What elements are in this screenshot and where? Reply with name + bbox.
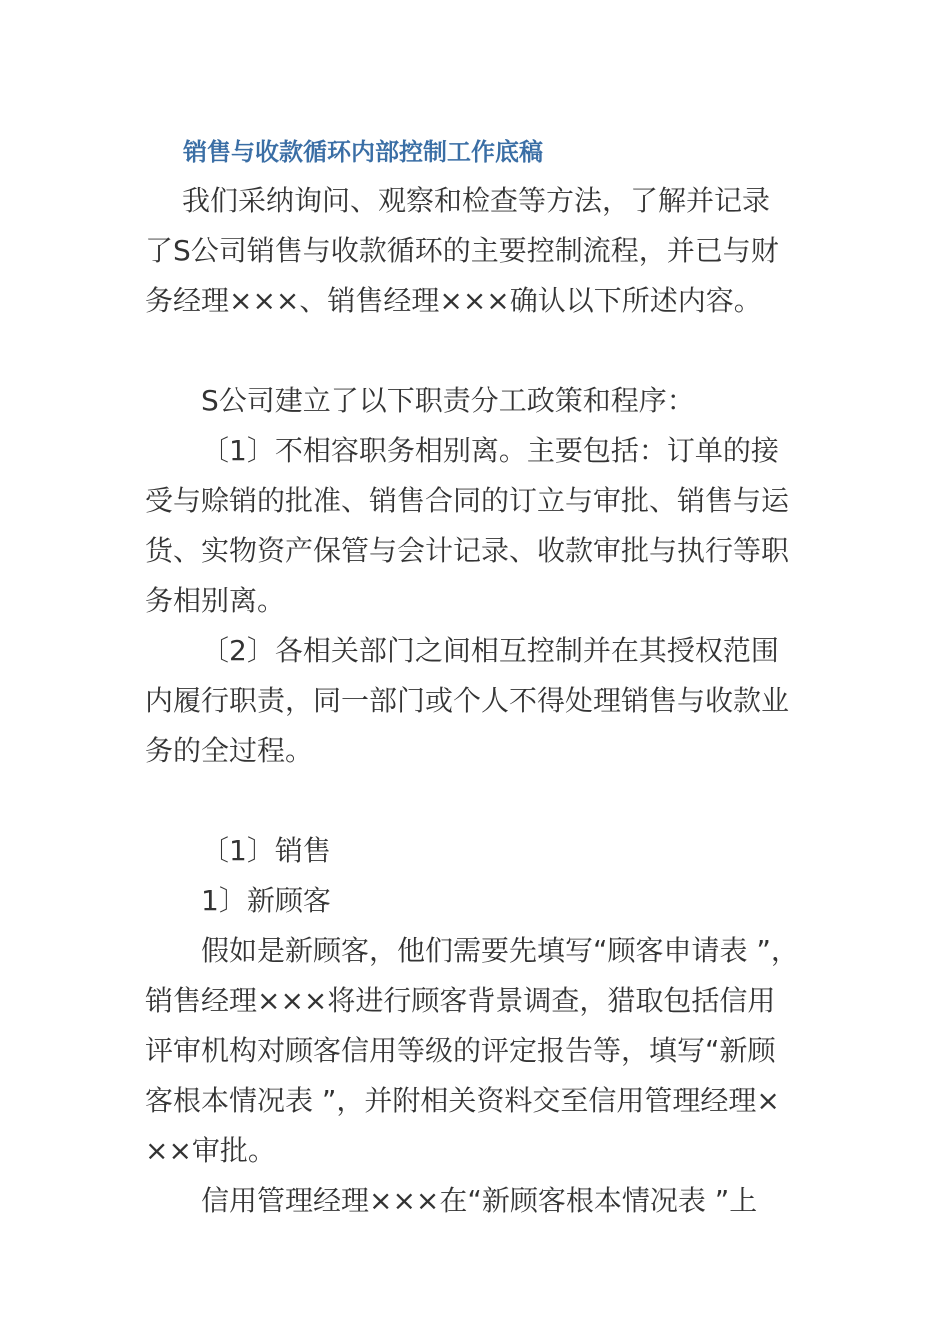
new-customer-paragraph [145, 926, 815, 1176]
text-line: 受与赊销的批准、销售合同的订立与审批、销售与运 [145, 484, 790, 517]
text-line: 〔2〕各相关部门之间相互控制并在其授权范围 [201, 634, 779, 667]
text-line: S公司建立了以下职责分工政策和程序： [201, 384, 695, 417]
text-line: 销售经理×××将进行顾客背景调查，猎取包括信用 [145, 984, 776, 1017]
text-line: 客根本情况表 ”，并附相关资料交至信用管理经理× [145, 1084, 780, 1117]
text-line: 信用管理经理×××在“新顾客根本情况表 ”上 [201, 1184, 758, 1217]
text-line: 货、实物资产保管与会计记录、收款审批与执行等职 [145, 534, 790, 567]
text-line: 假如是新顾客，他们需要先填写“顾客申请表 ”， [201, 934, 799, 967]
text-line: 了S公司销售与收款循环的主要控制流程，并已与财 [145, 234, 779, 267]
text-line: 我们采纳询问、观察和检查等方法，了解并记录 [182, 184, 771, 217]
document-title: 销售与收款循环内部控制工作底稿 [183, 138, 543, 166]
text-line: 内履行职责，同一部门或个人不得处理销售与收款业 [145, 684, 790, 717]
text-line: 务相别离。 [145, 584, 286, 617]
sales-heading [145, 826, 815, 876]
credit-manager-paragraph [145, 1176, 815, 1226]
text-line: 务经理×××、销售经理×××确认以下所述内容。 [145, 284, 762, 317]
text-line: 〔1〕销售 [201, 834, 331, 867]
separation-paragraph [145, 426, 815, 626]
text-line: 1〕新顾客 [201, 884, 331, 917]
mutual-control-paragraph [145, 626, 815, 776]
text-line: 〔1〕不相容职务相别离。主要包括：订单的接 [201, 434, 779, 467]
text-line: 务的全过程。 [145, 734, 314, 767]
text-line: ××审批。 [145, 1134, 276, 1167]
intro-paragraph [145, 176, 815, 326]
text-line: 评审机构对顾客信用等级的评定报告等，填写“新顾 [145, 1034, 776, 1067]
duty-policy-heading [145, 376, 815, 426]
new-customer-heading [145, 876, 815, 926]
